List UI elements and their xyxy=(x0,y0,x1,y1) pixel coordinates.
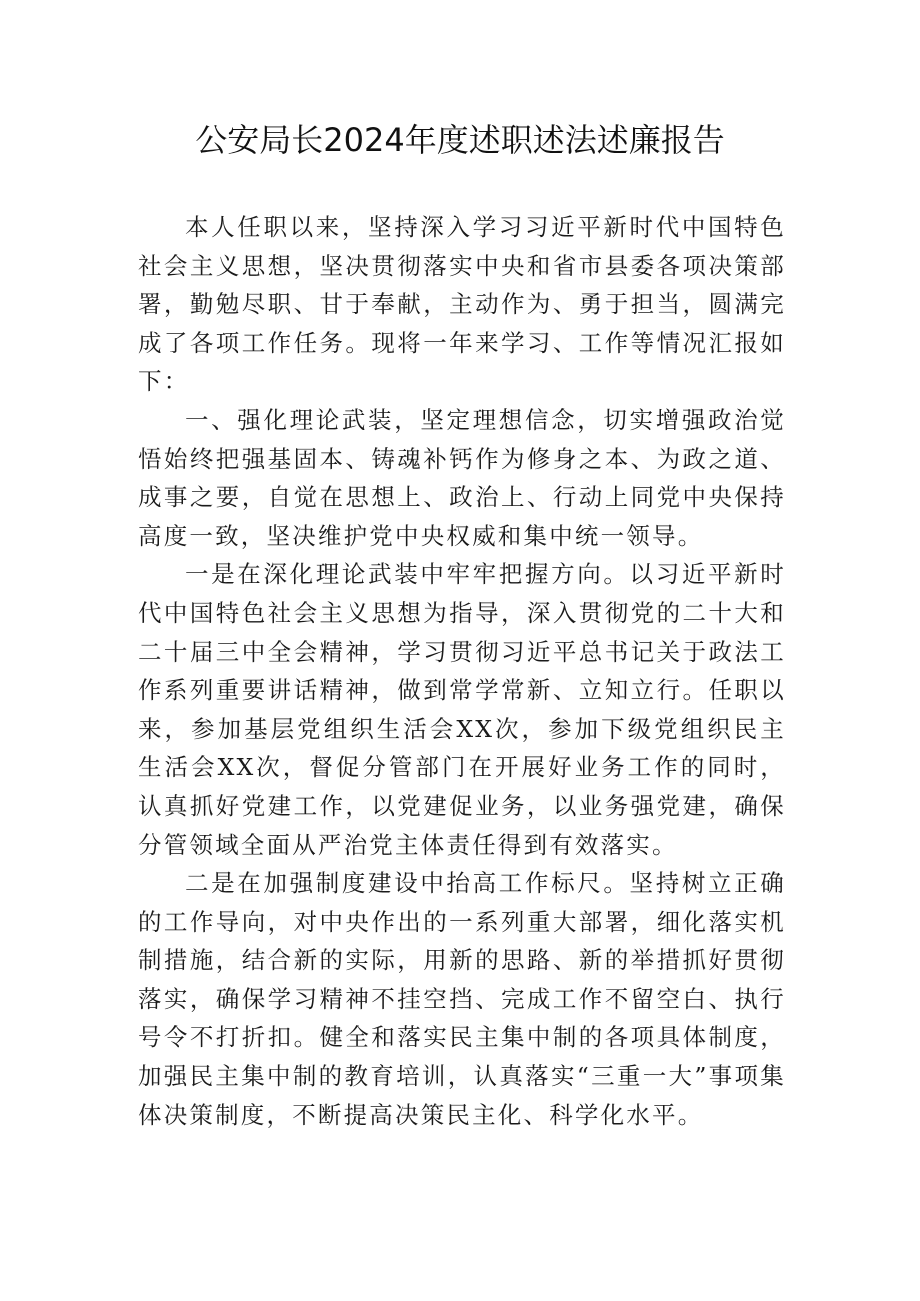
paragraph-section-1: 一、强化理论武装，坚定理想信念，切实增强政治觉悟始终把强基固本、铸魂补钙作为修身之本、为政之道、成事之要，自觉在思想上、政治上、行动上同党中央保持高度一致，坚决维护党中央权威和集中统一领导。 xyxy=(138,405,786,550)
paragraph-point-1: 一是在深化理论武装中牢牢把握方向。以习近平新时代中国特色社会主义思想为指导，深入贯彻党的二十大和二十届三中全会精神，学习贯彻习近平总书记关于政法工作系列重要讲话精神，做到常学常新、立知立行。任职以来，参加基层党组织生活会XX次，参加下级党组织民主生活会XX次，督促分管部门在开展好业务工作的同时，认真抓好党建工作，以党建促业务，以业务强党建，确保分管领域全面从严治党主体责任得到有效落实。 xyxy=(138,560,786,859)
paragraph-intro: 本人任职以来，坚持深入学习习近平新时代中国特色社会主义思想，坚决贯彻落实中央和省市县委各项决策部署，勤勉尽职、甘于奉献，主动作为、勇于担当，圆满完成了各项工作任务。现将一年来学习、工作等情况汇报如下： xyxy=(138,213,786,396)
document-body xyxy=(138,208,786,1134)
paragraph-point-2: 二是在加强制度建设中抬高工作标尺。坚持树立正确的工作导向，对中央作出的一系列重大部署，细化落实机制措施，结合新的实际，用新的思路、新的举措抓好贯彻落实，确保学习精神不挂空挡、完成工作不留空白、执行号令不打折扣。健全和落实民主集中制的各项具体制度，加强民主集中制的教育培训，认真落实“三重一大”事项集体决策制度，不断提高决策民主化、科学化水平。 xyxy=(138,869,786,1129)
document-title: 公安局长2024年度述职述法述廉报告 xyxy=(195,121,725,159)
